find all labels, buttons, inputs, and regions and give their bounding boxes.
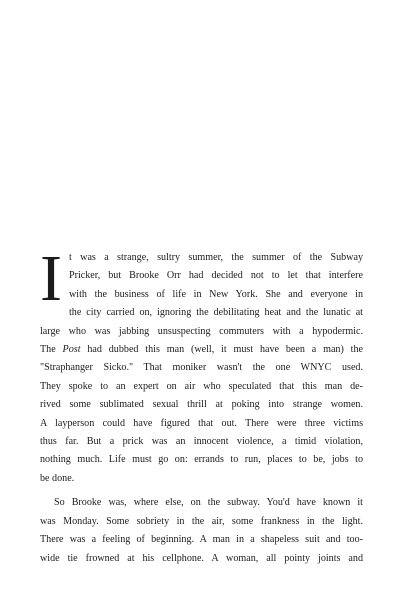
text-line: Pricker, but Brooke Orr had decided not to let that interfere: [68, 270, 363, 282]
text-line: They spoke to an expert on air who speculated that this man de-: [40, 380, 363, 392]
text-fragment: had dubbed this man (well, it must have been a man) the: [80, 344, 363, 356]
text-line: There was a feeling of beginning. A man in a shapeless suit and too-: [40, 534, 363, 546]
text-line: the city carried on, ignoring the debilitating heat and the lunatic at: [68, 307, 363, 319]
paragraph-2: [40, 494, 363, 568]
text-line: be done.: [40, 472, 75, 484]
text-line: large who was jabbing unsuspecting commuters with a hypodermic.: [40, 325, 363, 337]
text-line: So Brooke was, where else, on the subway. You'd have known it: [54, 497, 363, 509]
text-line: nothing much. Life must go on: errands to run, places to be, jobs to: [40, 454, 363, 466]
text-line: with the business of life in New York. She and everyone in: [68, 288, 363, 300]
text-line: wide tie frowned at his cellphone. A woman, all pointy joints and: [40, 552, 363, 564]
text-line: was Monday. Some sobriety in the air, some frankness in the light.: [40, 515, 363, 527]
paragraph-1: [40, 242, 363, 488]
text-fragment: The: [40, 344, 63, 356]
text-line: "Straphanger Sicko." That moniker wasn't the one WNYC used.: [40, 362, 363, 374]
text-line: thus far. But a prick was an innocent violence, a timid violation,: [40, 436, 363, 448]
text-line: t was a strange, sultry summer, the summer of the Subway: [68, 252, 363, 263]
drop-cap: I: [40, 242, 62, 315]
text-line: A layperson could have figured that out. There were three victims: [40, 417, 363, 429]
publication-name: Post: [62, 344, 81, 356]
text-line: rived some sublimated sexual thrill at poking into strange women.: [40, 399, 363, 411]
text-line: [40, 341, 363, 359]
body-text: [40, 242, 363, 568]
